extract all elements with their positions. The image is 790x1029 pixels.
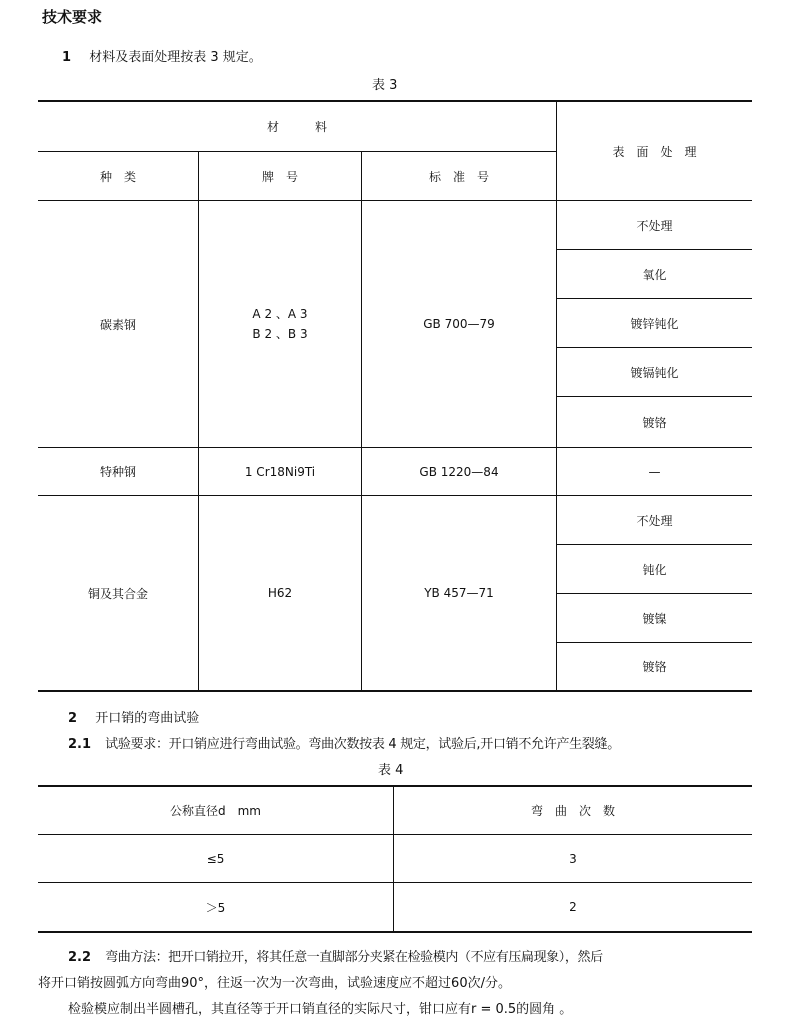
paragraph-2-text: 开口销的弯曲试验	[95, 711, 200, 726]
paragraph-2-2-number: 2.2	[68, 950, 92, 965]
paragraph-2-1	[68, 733, 620, 752]
special-steel-grade: 1 Cr18Ni9Ti	[244, 464, 316, 479]
copper-treatment: 钝化	[642, 562, 667, 577]
paragraph-2-1-text: 试验要求：开口销应进行弯曲试验。弯曲次数按表 4 规定，试验后,开口销不允许产生裂缝。	[105, 737, 620, 752]
carbon-steel-type: 碳素钢	[99, 317, 136, 332]
paragraph-2-1-number: 2.1	[68, 737, 92, 752]
header-material: 材 料	[266, 120, 327, 134]
copper-type: 铜及其合金	[87, 586, 148, 601]
copper-standard: YB 457—71	[424, 586, 494, 600]
header-standard: 标 准 号	[428, 169, 489, 184]
table-4-row-1-diameter: ≤5	[206, 851, 225, 866]
carbon-treatment: 镀镉钝化	[630, 365, 679, 380]
special-steel-treatment: —	[648, 464, 661, 479]
carbon-treatment: 氧化	[642, 267, 667, 282]
paragraph-2-2-line-2: 将开口销按圆弧方向弯曲90°，往返一次为一次弯曲，试验速度应不超过60次/分。	[38, 976, 511, 991]
paragraph-2-2-line-1	[68, 946, 603, 965]
carbon-treatment: 镀铬	[642, 415, 667, 430]
carbon-steel-grade	[199, 201, 361, 447]
header-bend-count: 弯 曲 次 数	[530, 804, 615, 818]
copper-grade: H62	[267, 586, 293, 600]
paragraph-1-text: 材料及表面处理按表 3 规定。	[89, 50, 262, 65]
paragraph-1-number: 1	[62, 50, 72, 65]
paragraph-2	[68, 707, 199, 726]
carbon-steel-grade-line-1: A 2 、A 3	[252, 307, 308, 321]
special-steel-type: 特种钢	[99, 465, 136, 479]
copper-treatment: 镀镍	[642, 611, 667, 626]
paragraph-1	[62, 46, 262, 65]
special-steel-standard: GB 1220—84	[419, 464, 499, 479]
paragraph-2-2-text-1: 弯曲方法：把开口销拉开，将其任意一直脚部分夹紧在检验模内（不应有压扁现象），然后	[105, 950, 603, 965]
header-grade: 牌 号	[261, 169, 298, 184]
header-nominal-diameter: 公称直径d mm	[170, 804, 261, 818]
paragraph-2-2-line-3: 检验模应制出半圆槽孔，其直径等于开口销直径的实际尺寸，钳口应有r = 0.5的圆角 。	[68, 1002, 573, 1017]
table-4-caption: 表 4	[378, 763, 404, 778]
table-3-caption: 表 3	[372, 78, 398, 93]
header-surface-treatment: 表 面 处 理	[612, 144, 697, 159]
copper-treatment: 不处理	[636, 513, 673, 528]
table-4-row-2-bends: 2	[569, 900, 577, 914]
paragraph-2-number: 2	[68, 711, 78, 726]
copper-treatment: 镀铬	[642, 660, 667, 674]
header-type: 种 类	[99, 169, 136, 184]
table-4-row-2-diameter: ＞5	[205, 900, 226, 915]
carbon-treatment: 镀锌钝化	[630, 316, 679, 331]
carbon-steel-standard: GB 700—79	[423, 317, 495, 331]
section-title: 技术要求	[42, 8, 103, 26]
table-4-row-1-bends: 3	[569, 851, 577, 866]
carbon-treatment: 不处理	[636, 218, 673, 233]
table-3-bottom-rule	[38, 690, 752, 692]
carbon-steel-grade-line-2: B 2 、B 3	[252, 327, 308, 341]
table-4-bottom-rule	[38, 931, 752, 933]
